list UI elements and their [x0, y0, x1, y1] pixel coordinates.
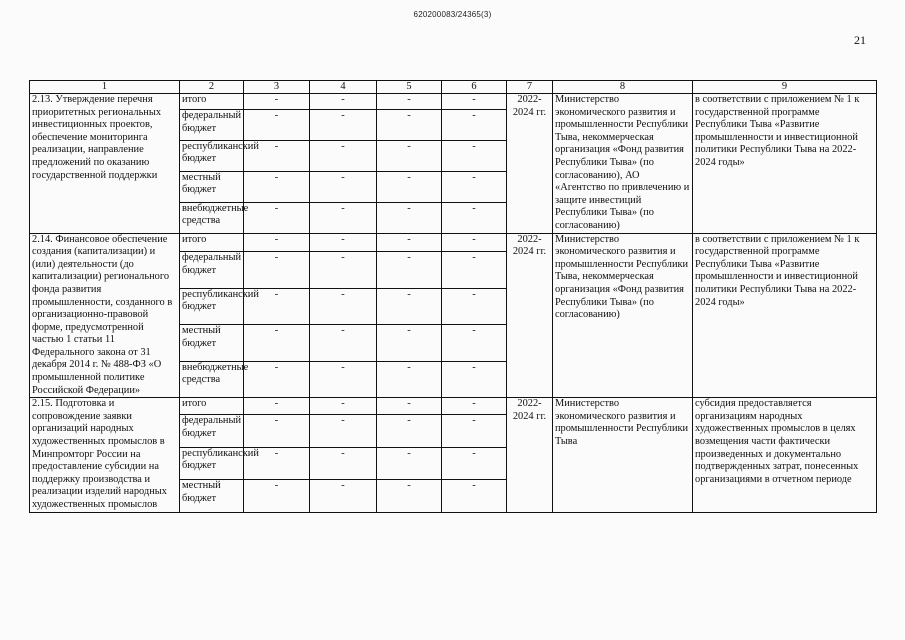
funding-value: - — [244, 94, 310, 110]
funding-value: - — [442, 94, 507, 110]
funding-value: - — [442, 171, 507, 202]
funding-value: - — [310, 110, 377, 141]
funding-value: - — [442, 325, 507, 361]
funding-value: - — [244, 361, 310, 398]
funding-source: местный бюджет — [180, 325, 244, 361]
period: 2022-2024 гг. — [507, 233, 553, 398]
funding-value: - — [244, 480, 310, 513]
funding-value: - — [442, 398, 507, 415]
funding-value: - — [310, 361, 377, 398]
funding-value: - — [310, 325, 377, 361]
funding-value: - — [442, 110, 507, 141]
funding-source: республиканский бюджет — [180, 288, 244, 324]
funding-value: - — [442, 288, 507, 324]
column-header: 2 — [180, 81, 244, 94]
column-header: 4 — [310, 81, 377, 94]
funding-value: - — [310, 94, 377, 110]
funding-value: - — [442, 252, 507, 288]
measure-name: 2.13. Утверждение перечня приоритетных региональных инвестиционных проектов, обеспечение мониторинга реализации, направление предложений по оказанию государственной поддержки — [30, 94, 180, 234]
funding-value: - — [442, 140, 507, 171]
funding-value: - — [244, 110, 310, 141]
funding-value: - — [442, 361, 507, 398]
funding-value: - — [377, 288, 442, 324]
funding-value: - — [377, 233, 442, 252]
funding-value: - — [442, 447, 507, 479]
funding-source: внебюджетные средства — [180, 361, 244, 398]
funding-value: - — [244, 415, 310, 447]
funding-value: - — [310, 480, 377, 513]
funding-value: - — [377, 325, 442, 361]
funding-source: федеральный бюджет — [180, 252, 244, 288]
funding-value: - — [377, 110, 442, 141]
table-row — [30, 398, 877, 415]
table-row — [30, 233, 877, 252]
period: 2022-2024 гг. — [507, 398, 553, 512]
funding-value: - — [377, 171, 442, 202]
funding-value: - — [310, 233, 377, 252]
executor: Министерство экономического развития и промышленности Республики Тыва — [553, 398, 693, 512]
funding-value: - — [310, 447, 377, 479]
measures-table — [29, 80, 877, 513]
funding-value: - — [377, 480, 442, 513]
funding-value: - — [442, 480, 507, 513]
funding-value: - — [310, 171, 377, 202]
column-header: 7 — [507, 81, 553, 94]
funding-value: - — [377, 140, 442, 171]
funding-source: итого — [180, 398, 244, 415]
executor: Министерство экономического развития и промышленности Республики Тыва, некоммерческая организация «Фонд развития Республики Тыва» (по согласованию) — [553, 233, 693, 398]
funding-source: республиканский бюджет — [180, 447, 244, 479]
funding-value: - — [244, 325, 310, 361]
funding-value: - — [310, 202, 377, 233]
funding-source: внебюджетные средства — [180, 202, 244, 233]
executor: Министерство экономического развития и промышленности Республики Тыва, некоммерческая организация «Фонд развития Республики Тыва» (по согласованию), АО «Агентство по привлечению и защите инвестиций Республики Тыва» (по согласованию) — [553, 94, 693, 234]
funding-source: республиканский бюджет — [180, 140, 244, 171]
column-header: 8 — [553, 81, 693, 94]
funding-value: - — [244, 140, 310, 171]
funding-value: - — [442, 202, 507, 233]
measure-name: 2.14. Финансовое обеспечение создания (капитализации) и (или) деятельности (до капитализации) регионального фонда развития промышленности, созданного в организационно-правовой форме, предусмотренной частью 1 статьи 11 Федерального закона от 31 декабря 2014 г. № 488-ФЗ «О промышленной политике Российской Федерации» — [30, 233, 180, 398]
funding-value: - — [244, 171, 310, 202]
period: 2022-2024 гг. — [507, 94, 553, 234]
funding-source: местный бюджет — [180, 480, 244, 513]
funding-value: - — [442, 415, 507, 447]
column-header: 9 — [693, 81, 877, 94]
column-header: 1 — [30, 81, 180, 94]
funding-source: федеральный бюджет — [180, 415, 244, 447]
document-id: 620200083/24365(3) — [413, 10, 492, 19]
funding-value: - — [377, 447, 442, 479]
column-header: 3 — [244, 81, 310, 94]
funding-value: - — [442, 233, 507, 252]
header-row — [30, 81, 877, 94]
funding-value: - — [310, 252, 377, 288]
expected-result: в соответствии с приложением № 1 к государственной программе Республики Тыва «Развитие промышленности и инвестиционной политики Республики Тыва на 2022-2024 годы» — [693, 233, 877, 398]
funding-source: местный бюджет — [180, 171, 244, 202]
page-number: 21 — [854, 33, 866, 47]
funding-value: - — [244, 252, 310, 288]
funding-value: - — [377, 94, 442, 110]
table-row — [30, 94, 877, 110]
funding-value: - — [310, 415, 377, 447]
funding-value: - — [244, 288, 310, 324]
funding-value: - — [244, 398, 310, 415]
expected-result: в соответствии с приложением № 1 к государственной программе Республики Тыва «Развитие промышленности и инвестиционной политики Республики Тыва на 2022-2024 годы» — [693, 94, 877, 234]
funding-value: - — [310, 288, 377, 324]
funding-source: итого — [180, 233, 244, 252]
funding-value: - — [244, 233, 310, 252]
funding-value: - — [377, 361, 442, 398]
funding-value: - — [377, 415, 442, 447]
column-header: 5 — [377, 81, 442, 94]
funding-source: итого — [180, 94, 244, 110]
expected-result: субсидия предоставляется организациям народных художественных промыслов в целях возмещения части фактически произведенных и документально подтвержденных затрат, понесенных организациями в отчетном периоде — [693, 398, 877, 512]
measure-name: 2.15. Подготовка и сопровождение заявки организаций народных художественных промыслов в Минпромторг России на предоставление субсидии на поддержку производства и реализации изделий народных художественных промыслов — [30, 398, 180, 512]
funding-value: - — [310, 398, 377, 415]
funding-value: - — [310, 140, 377, 171]
funding-value: - — [377, 398, 442, 415]
funding-source: федеральный бюджет — [180, 110, 244, 141]
funding-value: - — [244, 447, 310, 479]
funding-value: - — [377, 252, 442, 288]
funding-value: - — [377, 202, 442, 233]
column-header: 6 — [442, 81, 507, 94]
funding-value: - — [244, 202, 310, 233]
